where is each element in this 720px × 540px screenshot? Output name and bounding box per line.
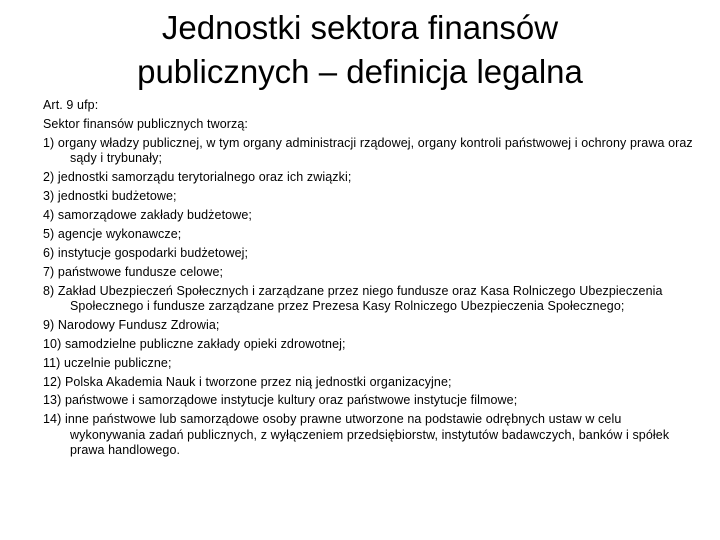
title-line-2: publicznych – definicja legalna [137, 53, 583, 90]
list-item: 13) państwowe i samorządowe instytucje kultury oraz państwowe instytucje filmowe; [43, 393, 518, 408]
article-reference: Art. 9 ufp: [43, 98, 99, 112]
list-item: 2) jednostki samorządu terytorialnego oraz ich związki; [43, 170, 352, 185]
list-item: 12) Polska Akademia Nauk i tworzone przez nią jednostki organizacyjne; [43, 374, 452, 389]
list-item: 11) uczelnie publiczne; [43, 355, 172, 370]
list-item: 10) samodzielne publiczne zakłady opieki zdrowotnej; [43, 336, 346, 351]
list-item: 1) organy władzy publicznej, w tym organy administracji rządowej, organy kontroli państwowej i ochrony prawa oraz sądy i trybunały; [43, 135, 693, 166]
list-item: 4) samorządowe zakłady budżetowe; [43, 207, 252, 222]
list-item: 3) jednostki budżetowe; [43, 189, 177, 204]
list-item: 14) inne państwowe lub samorządowe osoby prawne utworzone na podstawie odrębnych ustaw w celu wykonywania zadań publicznych, z wyłączeniem przedsiębiorstw, instytutów badawczych, banków i spółek prawa handlowego. [43, 412, 670, 458]
list-item: 9) Narodowy Fundusz Zdrowia; [43, 317, 220, 332]
page-title [40, 6, 680, 94]
list-item: 6) instytucje gospodarki budżetowej; [43, 245, 249, 260]
content-body [43, 98, 693, 462]
list-item: 7) państwowe fundusze celowe; [43, 264, 224, 279]
intro-text: Sektor finansów publicznych tworzą: [43, 116, 248, 131]
title-line-1: Jednostki sektora finansów [161, 9, 559, 46]
list-item: 5) agencje wykonawcze; [43, 226, 182, 241]
list-item: 8) Zakład Ubezpieczeń Społecznych i zarządzane przez niego fundusze oraz Kasa Rolniczego Ubezpieczenia Społecznego i fundusze zarządzane przez Prezesa Kasy Rolniczego Ubezpieczenia Społecznego; [43, 283, 663, 314]
